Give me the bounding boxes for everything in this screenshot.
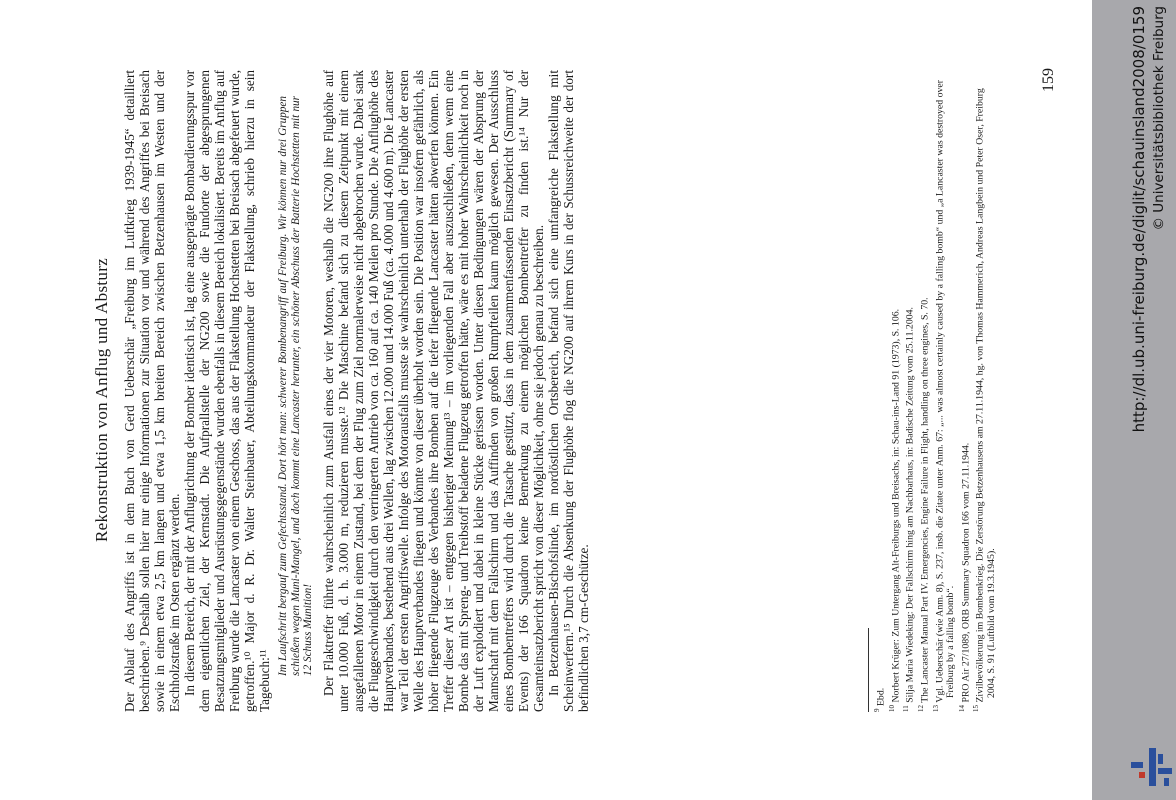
permalink-url[interactable]: http://dl.ub.uni-freiburg.de/diglit/schauinsland2008/0159 [1130, 6, 1148, 433]
ub-freiburg-logo-icon [1127, 744, 1175, 790]
sidebar-rotated-text [1092, 0, 1176, 800]
footnote: $^{10}$ Norbert Krüger: Zum Untergang Alt-Freiburgs und Breisachs, in: Schau-ins-Land 91 (1973), S. 106. [887, 308, 901, 712]
footnote-divider [868, 628, 869, 712]
page-title: Rekonstruktion von Anflug und Absturz [92, 257, 111, 543]
body-text [122, 70, 591, 712]
library-sidebar [1092, 0, 1176, 800]
diary-quote: Im Laufschritt bergauf zum Gefechtsstand. Dort hört man: schwerer Bombenangriff auf Freiburg. Wir können nur drei Gruppen schießen wegen Muni-Mangel, und doch kommt eine Lancaster herunter, ein schöner Abschuss der Batterie Hochstetten mit nur 12 Schuss Munition! [277, 96, 315, 676]
paragraph: Der Ablauf des Angriffs ist in dem Buch von Gerd Ueberschär „Freiburg im Luftkrieg 1939-1945“ detailliert beschrieben.⁹ Deshalb sollen hier nur einige Informationen zur Situation vor und während des Angriffes bei Breisach sowie in einem etwa 2,5 km langen und etwa 1,5 km breiten Bereich zwischen Betzenhausen im Westen und der Eschholzstraße im Osten ergänzt werden. [122, 70, 182, 712]
footnote: $^{12}$ The Lancaster Manual Part IV. Emergencies, Engine Failure in Flight, handling on three engines, S. 70. [917, 297, 931, 712]
footnote: $^{13}$ Vgl. Ueberschär (wie Anm. 8), S. 237, insb. die Zitate unter Anm. 67: „... was almost certainly caused by a falling bomb“ und „a Lancaster was destroyed over Freiburg by a falling bomb“. [931, 79, 957, 712]
footnote: $^{14}$ PRO Air 27/1089, ORB Summary Squadron 166 vom 27.11.1944. [957, 442, 972, 712]
paragraph: In diesem Bereich, der mit der Anflugrichtung der Bomber identisch ist, lag eine ausgeprägte Bombardierungsspur vor dem eigentlichen Ziel, der Kernstadt. Die Aufprallstelle der NG200 sowie die Fundorte der abgesprungenen Besatzungsmitglieder und Ausrüstungsgegenstände wurden ebenfalls in diesem Bereich lokalisiert. Bereits im Anflug auf Freiburg wurde die Lancaster von einem Geschoss, das aus der Flakstellung Hochstetten bei Breisach abgefeuert wurde, getroffen.¹⁰ Major d. R. Dr. Walter Steinbauer, Abteilungskommandeur der Flakstellung, schrieb hierzu in sein Tagebuch:¹¹ [182, 70, 272, 712]
page-number: 159 [1040, 68, 1057, 92]
footnote: $^{15}$ Zivilbevölkerung im Bombenkrieg. Die Zerstörung Betzenhausens am 27.11.1944, hg. von Thomas Hammerich, Andreas Langbein und Peter Oser, Freiburg 2004, S. 91 (Luftbild vom 19.3.1945). [972, 88, 998, 712]
paragraph: Der Flaktreffer führte wahrscheinlich zum Ausfall eines der vier Motoren, weshalb die NG200 ihre Flughöhe auf unter 10.000 Fuß, d. h. 3.000 m, reduzieren musste.¹² Die Maschine befand sich zu diesem Zeitpunkt mit einem ausgefallenen Motor in einem Zustand, bei dem der Flug zum Ziel normalerweise nicht abgebrochen wurde. Dabei sank die Fluggeschwindigkeit durch den verringerten Antrieb von ca. 160 auf ca. 140 Meilen pro Stunde. Die Anflughöhe des Hauptverbandes, bestehend aus drei Wellen, lag zwischen 12.000 und 14.000 Fuß (ca. 4.000 und 4.600 m). Die Lancaster war Teil der ersten Angriffswelle. Infolge des Motorausfalls musste sie wahrscheinlich unterhalb der Flughöhe der ersten Welle des Hauptverbandes fliegen und könnte von dieser überholt worden sein. Die Position war insofern gefährlich, als höher fliegende Flugzeuge des Verbandes ihre Bomben auf die tiefer fliegende Lancaster hätten abwerfen können. Ein Treffer dieser Art ist – entgegen bisheriger Meinung¹³ – im vorliegenden Fall aber auszuschließen, denn wenn eine Bombe das mit Spreng- und Treibstoff beladene Flugzeug getroffen hätte, wäre es mit hoher Wahrscheinlichkeit noch in der Luft explodiert und dabei in kleine Stücke gerissen worden. Unter diesen Bedingungen wären der Absprung der Mannschaft mit dem Fallschirm und das Auffinden von großen Rumpfteilen kaum möglich gewesen. Der Ausschluss eines Bombentreffers wird durch die Tatsache gestützt, dass in dem zusammenfassenden Einsatzbericht (Summary of Events) der 166 Squadron keine Bemerkung zu einem möglichen Bombentreffer zu finden ist.¹⁴ Nur der Gesamteinsatzbericht spricht von dieser Möglichkeit, ohne sie jedoch genau zu beschreiben. [320, 70, 546, 712]
paragraph: In Betzenhausen-Bischofslinde, im nordöstlichen Ortsbereich, befand sich eine umfangreiche Flakstellung mit Scheinwerfern.¹⁵ Durch die Absenkung der Flughöhe flog die NG200 auf ihrem Kurs in der Schussreichweite der dort befindlichen 3,7 cm-Geschütze. [545, 70, 591, 712]
footnotes [872, 70, 998, 712]
footnote: $^{11}$ Silja Maria Wiedeking: Der Fallschirm hing am Nachbarhaus, in: Badische Zeitung vom 25.11.2004. [902, 307, 916, 712]
copyright-notice: © Universitätsbibliothek Freiburg [1151, 6, 1167, 231]
footnote: $^9$ Ebd. [873, 687, 887, 712]
